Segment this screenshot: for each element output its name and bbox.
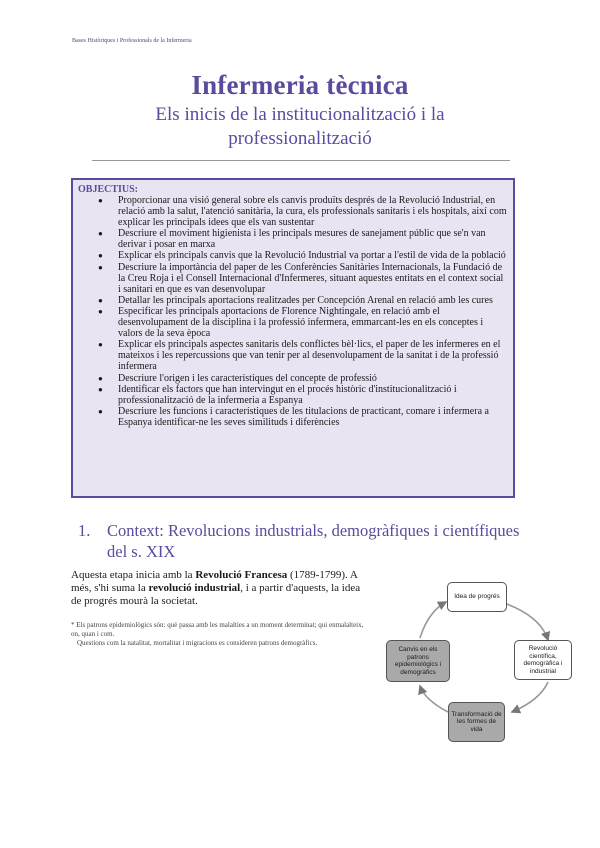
objective-text: Especificar les principals aportacions de Florence Nightingale, en relació amb el desenvolupament de la disciplina i la professió infermera, emmarcant-les en els conceptes i valors de la seva època bbox=[118, 305, 484, 340]
diagram-node-progress: Idea de progrés bbox=[447, 582, 507, 612]
objective-text: Descriure la importància del paper de les Conferències Sanitàries Internacionals, la Fundació de la Creu Roja i el Consell Internacional d'Infermeres, situant aquestes entitats en el context social i sanitari en que es van desenvolupar bbox=[118, 261, 504, 295]
objective-text: Explicar els principals aspectes sanitaris dels conflictes bèl·lics, el paper de les infermeres en el mateixos i les repercussions que van tenir per al desenvolupament de la sanitat i de la professió infermera bbox=[118, 339, 501, 373]
page-subtitle: Els inicis de la institucionalització i la professionalització bbox=[155, 104, 445, 149]
bullet-icon: ● bbox=[98, 196, 103, 205]
bullet-icon: ● bbox=[98, 251, 103, 261]
objective-text: Descriure el moviment higienista i les principals mesures de sanejament públic que se'n van derivar i posar en marxa bbox=[118, 228, 486, 251]
arrow-top-to-right bbox=[501, 602, 548, 640]
objective-text: Detallar les principals aportacions realitzades per Concepción Arenal en relació amb les cures bbox=[118, 294, 493, 306]
objective-item bbox=[78, 339, 507, 372]
bullet-icon: ● bbox=[98, 306, 103, 316]
footnote-line: Questions com la natalitat, mortalitat i migracions es consideren patrons demogràfics. bbox=[77, 639, 318, 647]
section-heading bbox=[78, 520, 528, 562]
bullet-icon: ● bbox=[98, 373, 103, 383]
arrow-left-to-top bbox=[420, 602, 446, 638]
diagram-node-patterns: Canvis en els patrons epidemiològics i demogràfics bbox=[386, 640, 450, 682]
objective-text: Descriure l'origen i les característiques del concepte de professió bbox=[118, 372, 377, 384]
diagram-node-lifestyle: Transformació de les formes de vida bbox=[448, 702, 505, 742]
objective-item bbox=[78, 306, 507, 339]
objective-text: Descriure les funcions i característiques de les titulacions de practicant, comare i infermera a Espanya identificar-ne les seves similituds i diferències bbox=[118, 405, 489, 428]
arrow-bottom-to-left bbox=[420, 686, 448, 712]
section-title: Context: Revolucions industrials, demogràfiques i científiques del s. XIX bbox=[107, 521, 520, 561]
objective-text: Proporcionar una visió general sobre els canvis produïts després de la Revolució Industrial, en relació amb la salut, l'atenció sanitària, la cura, els professionals sanitaris i els hospitals, així com explicar les principals idees que els van sustentar bbox=[118, 195, 507, 229]
objective-item bbox=[78, 228, 507, 250]
bullet-icon: ● bbox=[98, 295, 103, 305]
objectives-list bbox=[78, 195, 507, 428]
objective-item bbox=[78, 384, 507, 406]
footnote-line: * Els patrons epidemiològics són: què passa amb les malalties a un moment determinat; qui enmalalteix, on, quan i com. bbox=[71, 621, 364, 638]
bullet-icon: ● bbox=[98, 406, 103, 416]
bullet-icon: ● bbox=[98, 262, 103, 272]
arrow-right-to-bottom bbox=[512, 682, 548, 712]
page-title: Infermeria tècnica bbox=[191, 70, 409, 100]
objective-item bbox=[78, 373, 507, 384]
intro-bold: revolució industrial bbox=[148, 582, 241, 594]
objective-item bbox=[78, 195, 507, 228]
title-divider bbox=[92, 160, 510, 161]
intro-text: Aquesta etapa inicia amb la bbox=[71, 569, 196, 581]
objective-text: Explicar els principals canvis que la Revolució Industrial va portar a l'estil de vida de la població bbox=[118, 250, 506, 262]
intro-bold: Revolució Francesa bbox=[195, 569, 288, 581]
intro-text: , i a partir d'aquests, la idea de progrés mourà la societat. bbox=[71, 582, 361, 607]
running-header: Bases Històriques i Professionals de la Infermeria bbox=[72, 38, 192, 44]
objective-item bbox=[78, 250, 507, 261]
objective-item bbox=[78, 295, 507, 306]
objective-text: Identificar els factors que han intervingut en el procés històric d'institucionalització i professionalització de la infermeria a Espanya bbox=[118, 383, 457, 406]
objectives-box bbox=[71, 178, 515, 498]
bullet-icon: ● bbox=[98, 229, 103, 239]
diagram-node-revolution: Revolució científica, demogràfica i industrial bbox=[514, 640, 572, 680]
intro-text: (1789-1799). A més, s'hi suma la bbox=[71, 569, 358, 594]
bullet-icon: ● bbox=[98, 340, 103, 350]
objective-item bbox=[78, 406, 507, 428]
footnote bbox=[71, 621, 371, 648]
intro-paragraph bbox=[71, 569, 371, 608]
objectives-label: OBJECTIUS: bbox=[78, 184, 139, 195]
objective-item bbox=[78, 262, 507, 295]
bullet-icon: ● bbox=[98, 384, 103, 394]
section-number: 1. bbox=[78, 521, 91, 540]
